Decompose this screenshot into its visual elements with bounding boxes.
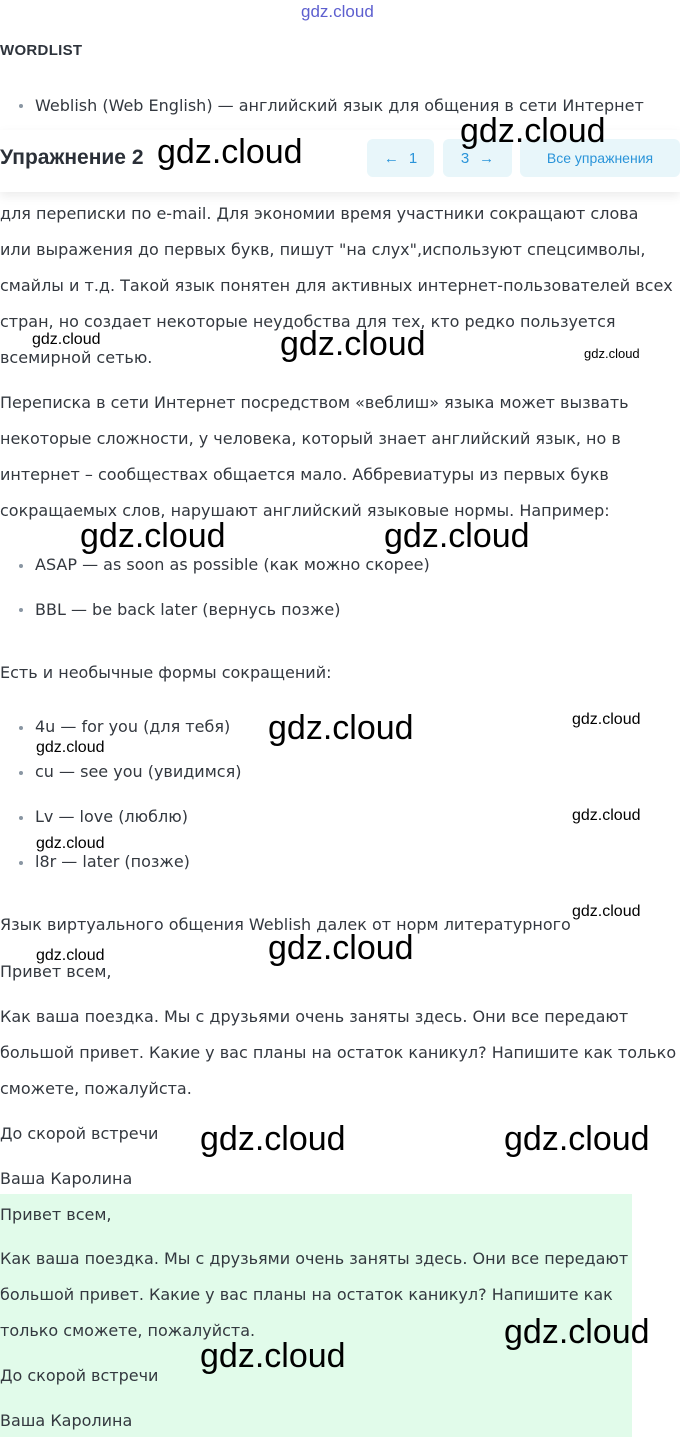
bullet-icon (19, 104, 23, 108)
paragraph-line: Язык виртуального общения Weblish далек от норм литературного (0, 915, 571, 934)
paragraph-line: некоторые сложности, у человека, который знает английский язык, но в (0, 429, 621, 448)
letter-signature: Ваша Каролина (0, 1169, 133, 1188)
watermark: gdz.cloud (36, 835, 105, 852)
bullet-icon (19, 861, 23, 865)
watermark: gdz.cloud (36, 739, 105, 756)
watermark: gdz.cloud (572, 711, 641, 728)
bullet-icon (19, 608, 23, 612)
letter-greeting: Привет всем, (0, 1205, 112, 1224)
letter-line: сможете, пожалуйста. (0, 1079, 192, 1098)
watermark: gdz.cloud (504, 1313, 650, 1351)
wordlist-heading: WORDLIST (0, 42, 83, 59)
arrow-right-icon: → (479, 149, 495, 167)
watermark: gdz.cloud (504, 1120, 650, 1158)
watermark: gdz.cloud (36, 947, 105, 964)
watermark: gdz.cloud (200, 1337, 346, 1375)
prev-exercise-label: 1 (408, 149, 418, 167)
letter-signature: Ваша Каролина (0, 1411, 133, 1430)
paragraph-line: интернет – сообществах общается мало. Аббревиатуры из первых букв (0, 465, 609, 484)
watermark: gdz.cloud (384, 517, 530, 555)
letter-line: большой привет. Какие у вас планы на остаток каникул? Напишите как только (0, 1043, 677, 1062)
site-watermark-top: gdz.cloud (301, 2, 374, 21)
letter-line: Как ваша поездка. Мы с друзьями очень заняты здесь. Они все передают (0, 1007, 629, 1026)
list-item: ASAP — as soon as possible (как можно скорее) (35, 555, 430, 574)
letter-greeting: Привет всем, (0, 962, 112, 981)
watermark: gdz.cloud (157, 133, 303, 171)
paragraph-line: Переписка в сети Интернет посредством «веблиш» языка может вызвать (0, 393, 629, 412)
watermark: gdz.cloud (268, 929, 414, 967)
watermark: gdz.cloud (32, 331, 101, 348)
paragraph-line: сокращаемых слов, нарушают английский языковые нормы. Например: (0, 501, 610, 520)
watermark: gdz.cloud (572, 807, 641, 824)
bullet-icon (19, 726, 23, 730)
arrow-left-icon: ← (383, 149, 399, 167)
watermark: gdz.cloud (280, 325, 426, 363)
watermark: gdz.cloud (584, 346, 640, 361)
letter-line: только сможете, пожалуйста. (0, 1321, 256, 1340)
bullet-icon (19, 816, 23, 820)
list-item: l8r — later (позже) (35, 852, 190, 871)
watermark: gdz.cloud (200, 1120, 346, 1158)
watermark: gdz.cloud (572, 903, 641, 920)
letter-closing: До скорой встречи (0, 1366, 159, 1385)
list-item: BBL — be back later (вернусь позже) (35, 600, 341, 619)
bullet-icon (19, 771, 23, 775)
letter-closing: До скорой встречи (0, 1124, 159, 1143)
prev-exercise-button[interactable] (367, 139, 434, 177)
watermark: gdz.cloud (80, 517, 226, 555)
watermark: gdz.cloud (268, 709, 414, 747)
next-exercise-label: 3 (460, 149, 470, 167)
bullet-icon (19, 564, 23, 568)
paragraph-line: или выражения до первых букв, пишут "на слух",используют спецсимволы, (0, 240, 646, 259)
all-exercises-label: Все упражнения (546, 150, 654, 166)
paragraph-line: стран, но создает некоторые неудобства для тех, кто редко пользуется (0, 312, 616, 331)
paragraph-line: Есть и необычные формы сокращений: (0, 663, 332, 682)
paragraph-line: всемирной сетью. (0, 348, 153, 367)
list-item: Lv — love (люблю) (35, 807, 188, 826)
watermark: gdz.cloud (460, 112, 606, 150)
list-item: 4u — for you (для тебя) (35, 717, 231, 736)
wordlist-item: Weblish (Web English) — английский язык для общения в сети Интернет (35, 96, 644, 115)
paragraph-line: для переписки по e-mail. Для экономии время участники сокращают слова (0, 204, 639, 223)
letter-line: большой привет. Какие у вас планы на остаток каникул? Напишите как (0, 1285, 613, 1304)
list-item: cu — see you (увидимся) (35, 762, 242, 781)
page-title: Упражнение 2 (0, 146, 144, 169)
paragraph-line: смайлы и т.д. Такой язык понятен для активных интернет-пользователей всех (0, 276, 673, 295)
letter-line: Как ваша поездка. Мы с друзьями очень заняты здесь. Они все передают (0, 1249, 629, 1268)
